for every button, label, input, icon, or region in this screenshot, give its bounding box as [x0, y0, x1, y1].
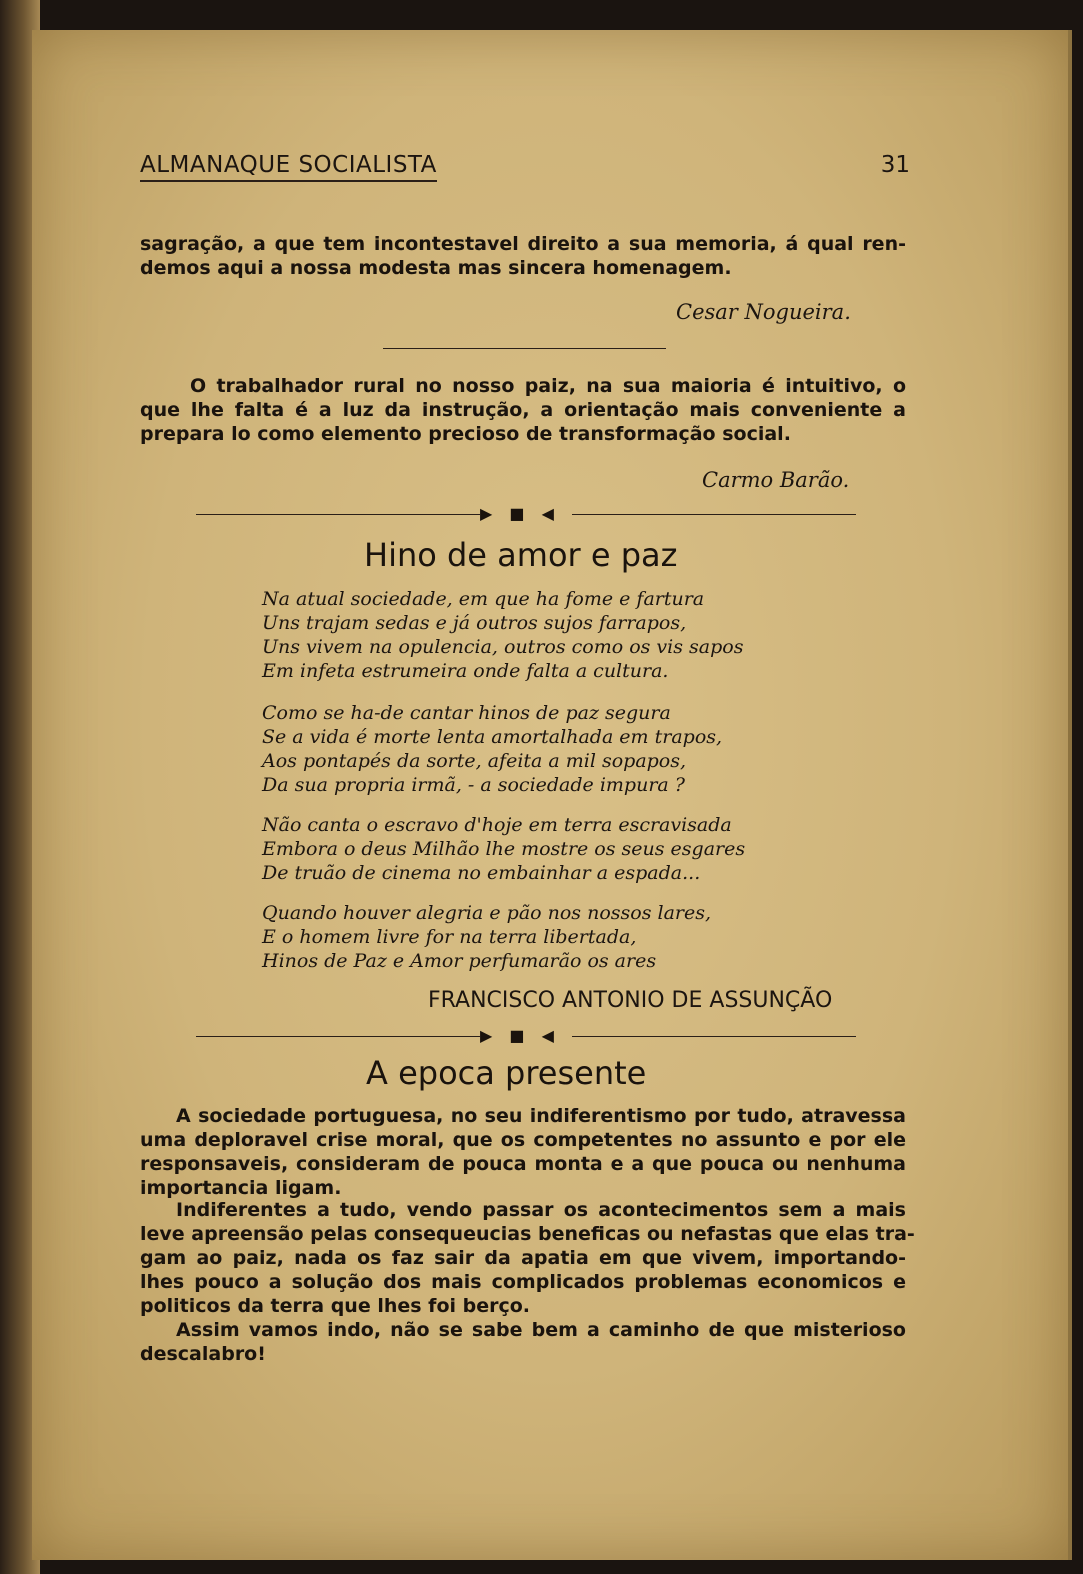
square-icon: ■	[509, 1026, 525, 1045]
page-number: 31	[880, 152, 910, 178]
article-line: importancia ligam.	[140, 1177, 342, 1199]
poem-line: Aos pontapés da sorte, afeita a mil sopapos,	[262, 750, 687, 772]
ornament-divider	[480, 504, 554, 523]
arrow-left-icon: ◀	[541, 1026, 554, 1045]
section1-line: sagração, a que tem incontestavel direito a sua memoria, á qual ren-	[140, 233, 906, 255]
article-line: Indiferentes a tudo, vendo passar os acontecimentos sem a mais	[176, 1199, 906, 1221]
section2-line: O trabalhador rural no nosso paiz, na sua maioria é intuitivo, o	[190, 375, 906, 397]
article-line: responsaveis, consideram de pouca monta e a que pouca ou nenhuma	[140, 1153, 906, 1175]
ornament-divider	[480, 1026, 554, 1045]
poem-line: Uns vivem na opulencia, outros como os vis sapos	[262, 636, 744, 658]
header-title: ALMANAQUE SOCIALISTA	[140, 152, 437, 182]
section1-line: demos aqui a nossa modesta mas sincera homenagem.	[140, 257, 732, 279]
poem-line: Na atual sociedade, em que ha fome e fartura	[262, 588, 705, 610]
arrow-left-icon: ◀	[541, 504, 554, 523]
poem-line: Em infeta estrumeira onde falta a cultura.	[262, 660, 669, 682]
ornament-rule-right	[572, 514, 856, 515]
signature-carmo-barao: Carmo Barão.	[702, 468, 850, 492]
article-line: descalabro!	[140, 1343, 266, 1365]
arrow-right-icon: ▶	[480, 1026, 493, 1045]
article-line: leve apreensão pelas consequeucias beneficas ou nefastas que elas tra-	[140, 1223, 915, 1245]
poem-title: Hino de amor e paz	[364, 536, 678, 574]
poem-line: Da sua propria irmã, - a sociedade impura ?	[262, 774, 685, 796]
article-line: politicos da terra que lhes foi berço.	[140, 1295, 531, 1317]
ornament-rule-left	[196, 514, 480, 515]
article-line: gam ao paiz, nada os faz sair da apatia em que vivem, importando-	[140, 1247, 906, 1269]
section2-line: que lhe falta é a luz da instrução, a orientação mais conveniente a	[140, 399, 906, 421]
poem-line: Se a vida é morte lenta amortalhada em trapos,	[262, 726, 723, 748]
signature-cesar-nogueira: Cesar Nogueira.	[676, 300, 851, 324]
poem-line: Como se ha-de cantar hinos de paz segura	[262, 702, 671, 724]
ornament-rule-left	[196, 1036, 480, 1037]
arrow-right-icon: ▶	[480, 504, 493, 523]
poem-author: FRANCISCO ANTONIO DE ASSUNÇÃO	[428, 988, 833, 1013]
poem-line: Embora o deus Milhão lhe mostre os seus esgares	[262, 838, 746, 860]
poem-line: Uns trajam sedas e já outros sujos farrapos,	[262, 612, 687, 634]
poem-line: Hinos de Paz e Amor perfumarão os ares	[262, 950, 657, 972]
article-title: A epoca presente	[366, 1054, 647, 1092]
square-icon: ■	[509, 504, 525, 523]
article-line: A sociedade portuguesa, no seu indiferentismo por tudo, atravessa	[176, 1105, 906, 1127]
section2-line: prepara lo como elemento precioso de transformação social.	[140, 423, 791, 445]
article-line: uma deploravel crise moral, que os competentes no assunto e por ele	[140, 1129, 906, 1151]
poem-line: Não canta o escravo d'hoje em terra escravisada	[262, 814, 732, 836]
ornament-rule-right	[572, 1036, 856, 1037]
poem-line: Quando houver alegria e pão nos nossos lares,	[262, 902, 712, 924]
article-line: Assim vamos indo, não se sabe bem a caminho de que misterioso	[176, 1319, 906, 1341]
running-header	[140, 152, 910, 184]
article-line: lhes pouco a solução dos mais complicados problemas economicos e	[140, 1271, 906, 1293]
poem-line: E o homem livre for na terra libertada,	[262, 926, 637, 948]
poem-line: De truão de cinema no embainhar a espada...	[262, 862, 701, 884]
section-divider	[383, 348, 666, 349]
